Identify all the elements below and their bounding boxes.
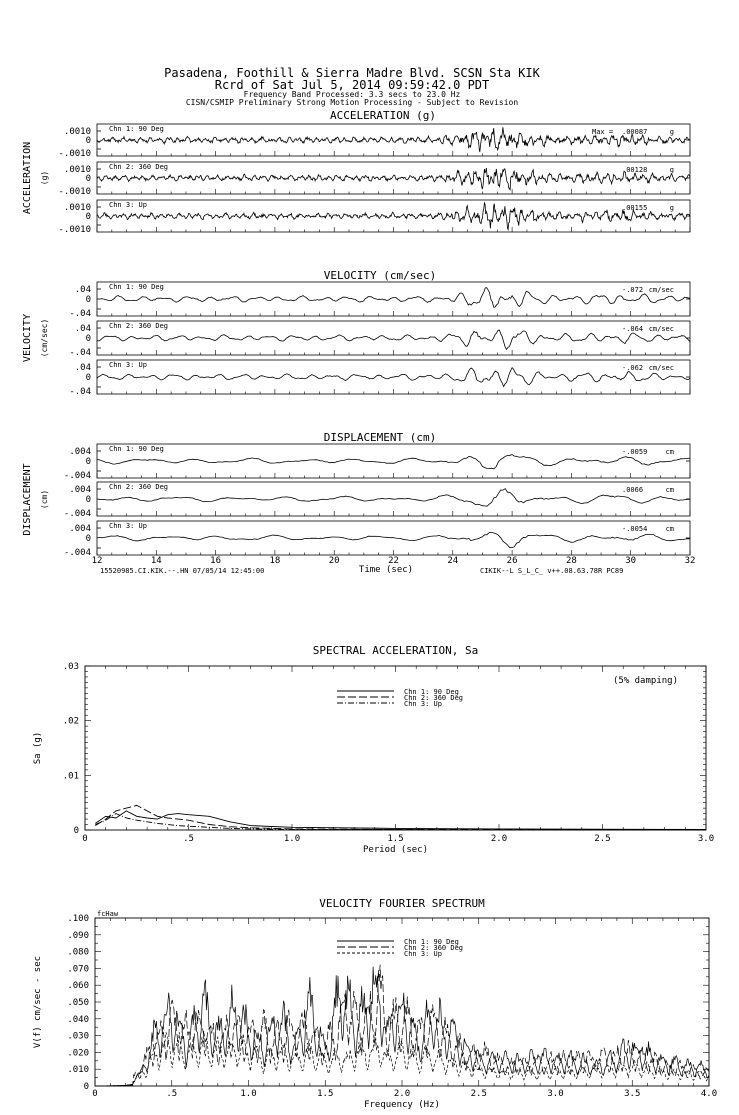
- sa-xtick-label: .5: [183, 834, 194, 844]
- ts-title-dis: DISPLACEMENT (cm): [323, 431, 437, 444]
- sa-legend-label-3: Chn 3: Up: [404, 700, 442, 708]
- vf-ytick-label: .090: [67, 930, 89, 941]
- ts-waveform: [97, 455, 690, 469]
- sa-ytick-label: .01: [62, 771, 79, 782]
- header-line-2: Rcrd of Sat Jul 5, 2014 09:59:42.0 PDT: [214, 78, 490, 92]
- ts-xtick-label: 16: [210, 556, 222, 566]
- vf-legend-label-3: Chn 3: Up: [404, 950, 442, 958]
- ts-waveform: [97, 368, 690, 387]
- ts-waveform: [97, 288, 690, 308]
- sa-series-line-3: [95, 814, 706, 830]
- ts-ytick-zero: 0: [85, 373, 91, 383]
- ts-ytick-top: .0010: [63, 203, 91, 213]
- sa-title: SPECTRAL ACCELERATION, Sa: [312, 644, 479, 657]
- ts-yunit-dis: (cm): [40, 489, 49, 510]
- ts-peak-value: -.072: [622, 286, 644, 294]
- vf-ytick-label: .010: [67, 1065, 89, 1076]
- ts-channel-label: Chn 3: Up: [109, 201, 147, 209]
- ts-ytick-bottom: -.04: [69, 387, 91, 397]
- velocity-fourier-chart: [33, 897, 717, 1110]
- ts-channel-label: Chn 2: 360 Deg: [109, 322, 169, 330]
- ts-channel-label: Chn 1: 90 Deg: [109, 125, 164, 133]
- ts-peak-unit: cm/sec: [648, 325, 674, 333]
- ts-ytick-zero: 0: [85, 174, 91, 184]
- ts-frame: [97, 444, 690, 478]
- ts-row-dis-1: [64, 444, 690, 481]
- ts-ytick-bottom: -.0010: [58, 225, 91, 235]
- ts-ytick-bottom: -.004: [63, 509, 91, 519]
- ts-peak-value: .00128: [622, 166, 648, 174]
- vf-series-line-2: [95, 965, 709, 1086]
- ts-channel-label: Chn 3: Up: [109, 522, 147, 530]
- ts-ytick-top: .004: [69, 485, 91, 495]
- ts-peak-unit: cm: [665, 486, 674, 494]
- ts-ytick-top: .0010: [63, 165, 91, 175]
- ts-frame: [97, 321, 690, 355]
- sa-frame: [85, 666, 706, 830]
- vf-xtick-label: 1.0: [240, 1089, 257, 1099]
- ts-xtick-label: 12: [91, 556, 103, 566]
- vf-xtick-label: 0: [92, 1089, 98, 1099]
- ts-channel-label: Chn 2: 360 Deg: [109, 163, 169, 171]
- ts-yunit-acc: (g): [40, 170, 49, 186]
- vf-xtick-label: 4.0: [700, 1089, 718, 1099]
- vf-ytick-label: .060: [67, 981, 89, 992]
- ts-row-acc-2: [58, 162, 690, 197]
- ts-xtick-label: 30: [625, 556, 637, 566]
- ts-peak-value: -.0054: [622, 525, 648, 533]
- header-line-4: CISN/CSMIP Preliminary Strong Motion Processing - Subject to Revision: [185, 98, 519, 107]
- vf-corner-label: fcHaw: [97, 910, 119, 918]
- vf-xtick-label: 3.0: [547, 1089, 564, 1099]
- ts-xtick-label: 32: [684, 556, 696, 566]
- vf-legend-label-1: Chn 1: 90 Deg: [404, 938, 459, 946]
- ts-row-acc-1: [58, 124, 690, 159]
- ts-waveform: [97, 489, 690, 507]
- vf-xtick-label: 2.5: [470, 1089, 487, 1099]
- sa-ytick-label: 0: [73, 826, 79, 836]
- ts-peak-value: -.0059: [622, 448, 648, 456]
- ts-waveform: [97, 203, 690, 230]
- ts-peak-value: -.064: [622, 325, 644, 333]
- sa-ytick-label: .02: [62, 716, 79, 727]
- vf-ytick-label: .070: [67, 964, 89, 975]
- ts-peak-unit: cm: [665, 525, 674, 533]
- ts-waveform: [97, 168, 690, 190]
- ts-ylabel-dis: DISPLACEMENT: [22, 463, 33, 536]
- ts-row-vel-2: [69, 321, 690, 358]
- ts-xtick-label: 18: [269, 556, 281, 566]
- sa-xtick-label: 1.5: [387, 834, 404, 844]
- ts-row-vel-1: [69, 282, 690, 319]
- ts-ytick-zero: 0: [85, 457, 91, 467]
- ts-peak-value: .0066: [622, 486, 644, 494]
- ts-xlabel: Time (sec): [358, 565, 414, 575]
- sa-xtick-label: 2.0: [490, 834, 508, 844]
- ts-panel-dis: [22, 431, 695, 575]
- ts-peak-unit: cm/sec: [648, 286, 674, 294]
- ts-ytick-top: .04: [74, 324, 91, 334]
- ts-yunit-vel: (cm/sec): [40, 318, 49, 358]
- ts-row-dis-2: [64, 482, 690, 519]
- ts-ylabel-acc: ACCELERATION: [22, 141, 33, 215]
- sa-annotation: (5% damping): [612, 676, 678, 686]
- vf-xtick-label: 1.5: [317, 1089, 334, 1099]
- footer-left: 15520985.CI.KIK.--.HN 07/05/14 12:45:00: [100, 567, 265, 575]
- footer-right: CIKIK--L S_L_C_ v++.08.63.78R PC89: [480, 567, 624, 575]
- vf-ytick-label: .050: [67, 998, 89, 1008]
- sa-legend-label-1: Chn 1: 90 Deg: [404, 688, 459, 696]
- sa-xtick-label: 1.0: [283, 834, 301, 844]
- ts-peak-unit: g: [669, 166, 674, 174]
- ts-ytick-bottom: -.0010: [58, 149, 91, 159]
- ts-ytick-zero: 0: [85, 334, 91, 344]
- sa-ylabel: Sa (g): [33, 731, 43, 765]
- ts-ytick-top: .04: [74, 285, 91, 295]
- vf-xtick-label: 3.5: [624, 1089, 641, 1099]
- ts-title-acc: ACCELERATION (g): [330, 109, 436, 122]
- vf-ylabel: V(f) cm/sec - sec: [33, 955, 43, 1049]
- vf-ytick-label: .100: [67, 914, 89, 924]
- vf-legend-label-2: Chn 2: 360 Deg: [404, 944, 464, 952]
- ts-ylabel-vel: VELOCITY: [22, 313, 33, 363]
- ts-peak-value: .00087: [622, 128, 648, 136]
- sa-xlabel: Period (sec): [362, 845, 429, 855]
- ts-ytick-bottom: -.04: [69, 309, 91, 319]
- ts-peak-prefix: Max =: [592, 128, 614, 136]
- ts-peak-unit: cm: [665, 448, 674, 456]
- ts-panel-acc: [22, 109, 690, 235]
- ts-ytick-top: .004: [69, 447, 91, 457]
- ts-ytick-zero: 0: [85, 295, 91, 305]
- ts-title-vel: VELOCITY (cm/sec): [323, 269, 437, 282]
- sa-series-line-2: [95, 805, 706, 830]
- header-line-3: Frequency Band Processed: 3.3 secs to 23.0 Hz: [243, 90, 461, 99]
- sa-xtick-label: 0: [82, 834, 88, 844]
- vf-xtick-label: .5: [166, 1089, 178, 1099]
- sa-xtick-label: 3.0: [697, 834, 715, 844]
- ts-ytick-bottom: -.004: [63, 471, 91, 481]
- vf-ytick-label: 0: [83, 1082, 89, 1092]
- sa-legend-label-2: Chn 2: 360 Deg: [404, 694, 464, 702]
- ts-xtick-label: 28: [565, 556, 577, 566]
- ts-panel-vel: [22, 269, 690, 397]
- sa-xtick-label: 2.5: [594, 834, 611, 844]
- ts-peak-unit: g: [669, 204, 674, 212]
- ts-channel-label: Chn 2: 360 Deg: [109, 483, 169, 491]
- ts-ytick-top: .04: [74, 363, 91, 373]
- ts-peak-value: .00155: [622, 204, 648, 212]
- sa-ytick-label: .03: [62, 662, 79, 672]
- ts-ytick-zero: 0: [85, 212, 91, 222]
- time-series-panels: [22, 109, 695, 575]
- ts-channel-label: Chn 3: Up: [109, 361, 147, 369]
- ts-ytick-zero: 0: [85, 495, 91, 505]
- ts-xtick-label: 22: [388, 556, 399, 566]
- ts-waveform: [97, 532, 690, 547]
- header-line-1: Pasadena, Foothill & Sierra Madre Blvd. SCSN Sta KIK: [164, 66, 540, 80]
- ts-ytick-bottom: -.04: [69, 348, 91, 358]
- ts-peak-unit: g: [669, 128, 674, 136]
- ts-ytick-bottom: -.004: [63, 548, 91, 558]
- ts-row-vel-3: [69, 360, 690, 397]
- ts-frame: [97, 282, 690, 316]
- ts-row-dis-3: [64, 521, 690, 558]
- ts-ytick-zero: 0: [85, 136, 91, 146]
- ts-xtick-label: 26: [506, 556, 518, 566]
- vf-xlabel: Frequency (Hz): [364, 1100, 440, 1110]
- ts-peak-value: -.062: [622, 364, 644, 372]
- ts-ytick-top: .0010: [63, 127, 91, 137]
- vf-ytick-label: .030: [67, 1031, 89, 1042]
- vf-xtick-label: 2.0: [393, 1089, 411, 1099]
- ts-channel-label: Chn 1: 90 Deg: [109, 283, 164, 291]
- ts-row-acc-3: [58, 200, 690, 235]
- ts-ytick-top: .004: [69, 524, 91, 534]
- ts-waveform: [97, 330, 690, 349]
- ts-ytick-bottom: -.0010: [58, 187, 91, 197]
- ts-ytick-zero: 0: [85, 534, 91, 544]
- spectral-acceleration-chart: [33, 644, 714, 855]
- vf-ytick-label: .080: [67, 947, 89, 958]
- ts-channel-label: Chn 1: 90 Deg: [109, 445, 164, 453]
- report-header: [164, 66, 540, 107]
- ts-xtick-label: 20: [328, 556, 340, 566]
- ts-xtick-label: 14: [150, 556, 162, 566]
- vf-ytick-label: .040: [67, 1014, 89, 1025]
- ts-xtick-label: 24: [447, 556, 459, 566]
- ts-peak-unit: cm/sec: [648, 364, 674, 372]
- vf-ytick-label: .020: [67, 1048, 89, 1059]
- vf-title: VELOCITY FOURIER SPECTRUM: [319, 897, 485, 910]
